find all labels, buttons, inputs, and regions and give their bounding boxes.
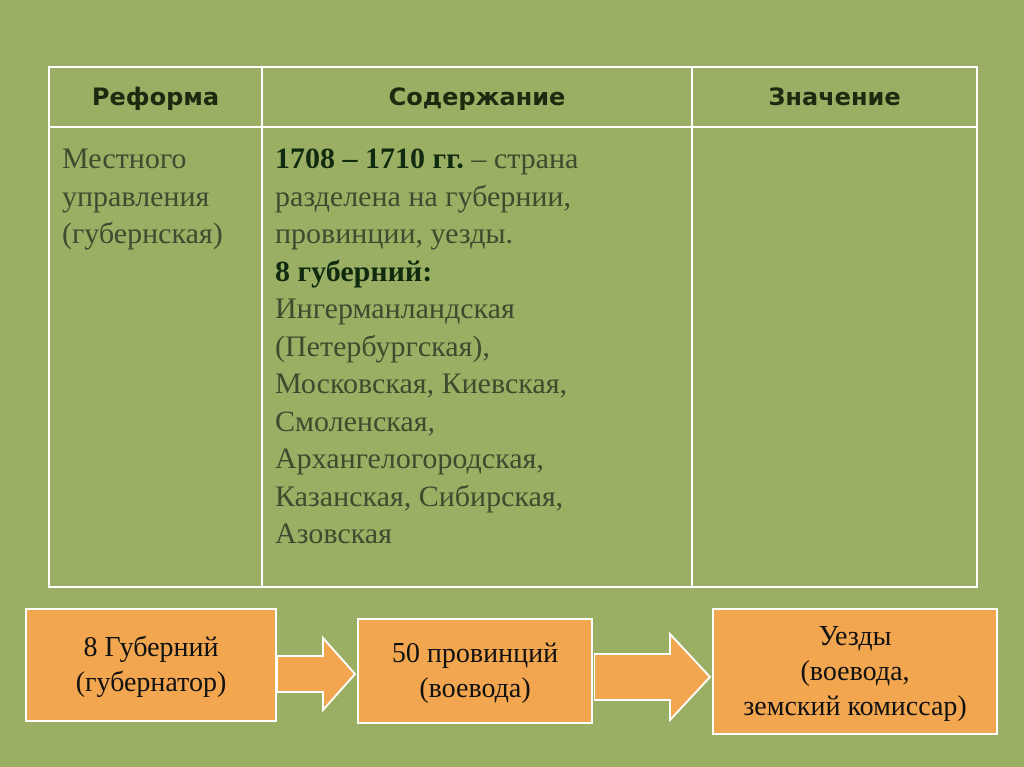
table-row bbox=[49, 127, 977, 587]
table-header-row bbox=[49, 67, 977, 127]
content-line: (Петербургская), bbox=[275, 329, 490, 363]
flow-box-governorates bbox=[25, 608, 277, 722]
cell-content bbox=[262, 127, 692, 587]
content-line: провинции, уезды. bbox=[275, 217, 514, 250]
header-meaning: Значение bbox=[692, 67, 977, 127]
flow-box-line: 8 Губерний bbox=[83, 632, 219, 663]
content-line: разделена на губернии, bbox=[275, 179, 571, 213]
header-reform: Реформа bbox=[49, 67, 262, 127]
content-years: 1708 – 1710 гг. bbox=[275, 142, 464, 175]
content-years-tail: – страна bbox=[463, 142, 579, 175]
arrow-right-icon bbox=[277, 636, 357, 712]
cell-meaning bbox=[692, 127, 977, 587]
flow-box-provinces bbox=[357, 618, 593, 724]
reform-line: (губернская) bbox=[62, 217, 223, 250]
flow-box-line: (воевода, bbox=[800, 656, 910, 687]
content-line: Ингерманландская bbox=[275, 292, 515, 325]
header-content: Содержание bbox=[262, 67, 692, 127]
flow-box-line: Уезды bbox=[818, 621, 892, 652]
content-line: Казанская, Сибирская, bbox=[275, 479, 564, 513]
governorates-heading: 8 губерний: bbox=[275, 254, 433, 288]
arrow-right-icon bbox=[594, 632, 712, 722]
content-line: Архангелогородская, bbox=[275, 442, 544, 475]
flow-box-line: земский комиссар) bbox=[743, 691, 967, 722]
flow-box-line: (воевода) bbox=[419, 673, 531, 704]
cell-reform bbox=[49, 127, 262, 587]
content-line: Азовская bbox=[275, 517, 392, 550]
flow-box-districts bbox=[712, 608, 998, 735]
flow-box-line: (губернатор) bbox=[75, 667, 227, 698]
reform-line: управления bbox=[62, 179, 210, 213]
flow-box-line: 50 провинций bbox=[391, 638, 559, 669]
content-line: Смоленская, bbox=[275, 404, 435, 438]
content-line: Московская, Киевская, bbox=[275, 367, 568, 400]
reform-line: Местного bbox=[62, 142, 187, 175]
reform-table bbox=[48, 66, 978, 588]
content-years-line bbox=[275, 140, 681, 178]
